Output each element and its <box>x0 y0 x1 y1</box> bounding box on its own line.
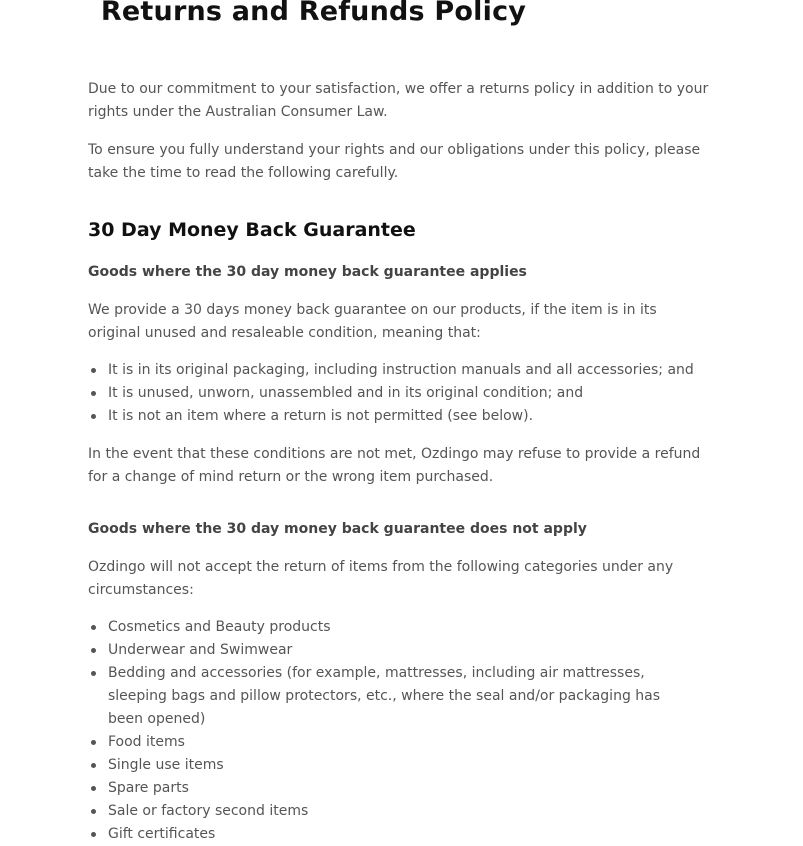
not-applies-list <box>88 616 698 846</box>
not-applies-paragraph: Ozdingo will not accept the return of items from the following categories under any circumstances: <box>88 559 674 598</box>
list-item: Underwear and Swimwear <box>88 639 698 662</box>
list-item: Gift certificates <box>88 823 698 846</box>
list-item: It is in its original packaging, including instruction manuals and all accessories; and <box>88 359 698 382</box>
page-title: Returns and Refunds Policy <box>100 0 527 27</box>
section-heading: 30 Day Money Back Guarantee <box>88 219 416 241</box>
list-item: It is not an item where a return is not permitted (see below). <box>88 405 698 428</box>
list-item: Spare parts <box>88 777 698 800</box>
list-item: Cosmetics and Beauty products <box>88 616 698 639</box>
applies-paragraph: We provide a 30 days money back guarantee on our products, if the item is in its original unused and resaleable condition, meaning that: <box>88 302 657 341</box>
list-item: Single use items <box>88 754 698 777</box>
subsection-heading-not-applies: Goods where the 30 day money back guarantee does not apply <box>88 521 587 537</box>
applies-note: In the event that these conditions are not met, Ozdingo may refuse to provide a refund for a change of mind return or the wrong item purchased. <box>88 446 701 485</box>
list-item: It is unused, unworn, unassembled and in its original condition; and <box>88 382 698 405</box>
intro-paragraph: Due to our commitment to your satisfaction, we offer a returns policy in addition to your rights under the Australian Consumer Law. <box>88 81 709 120</box>
subsection-heading-applies: Goods where the 30 day money back guarantee applies <box>88 264 527 280</box>
applies-list <box>88 359 698 428</box>
list-item: Sale or factory second items <box>88 800 698 823</box>
list-item: Bedding and accessories (for example, mattresses, including air mattresses, sleeping bags and pillow protectors, etc., where the seal and/or packaging has been opened) <box>88 662 698 731</box>
list-item: Food items <box>88 731 698 754</box>
intro-paragraph: To ensure you fully understand your rights and our obligations under this policy, please take the time to read the following carefully. <box>88 142 701 181</box>
